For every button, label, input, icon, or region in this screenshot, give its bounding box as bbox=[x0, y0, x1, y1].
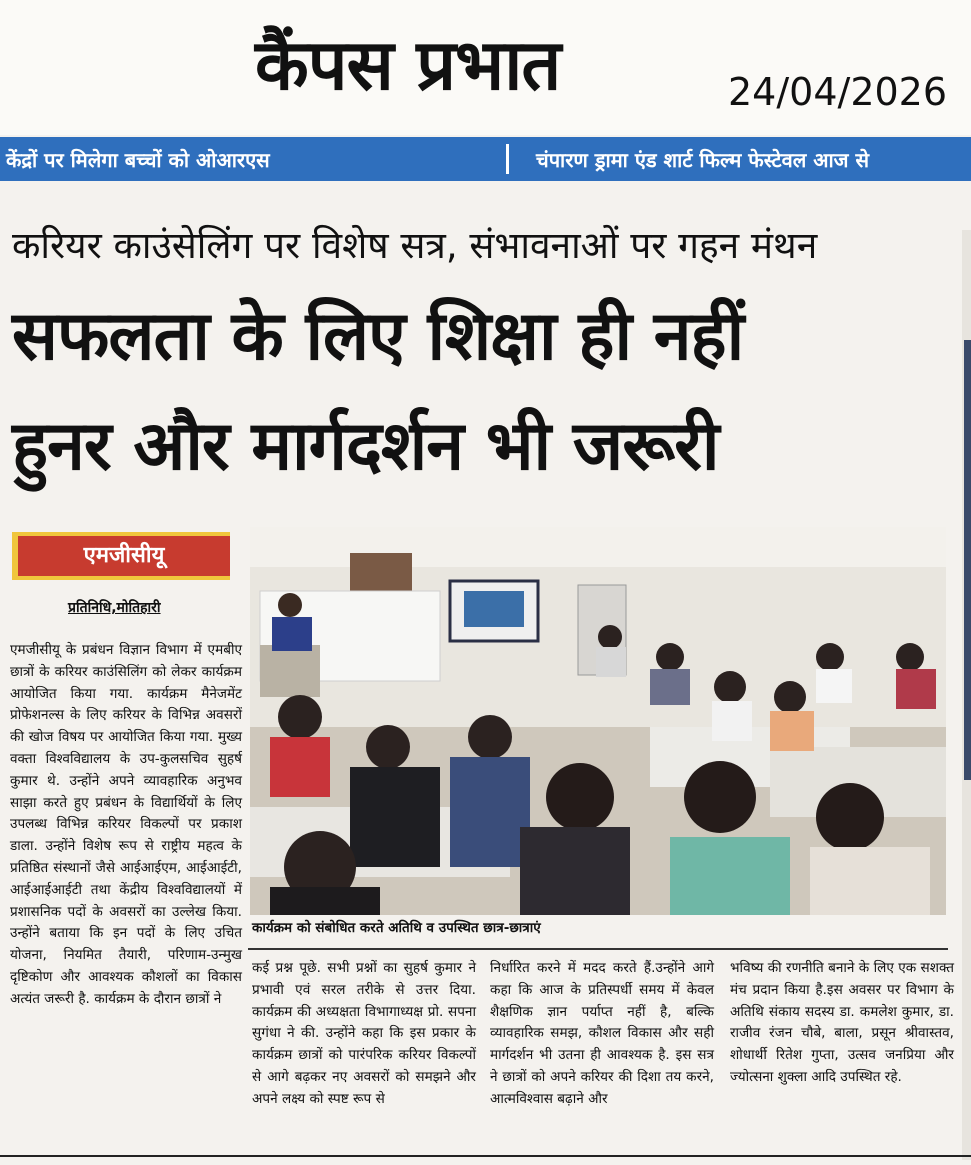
section-tag bbox=[12, 532, 230, 580]
photo-caption: कार्यक्रम को संबोधित करते अतिथि व उपस्थित छात्र-छात्राएं bbox=[252, 920, 541, 936]
ticker-headline-right[interactable]: चंपारण ड्रामा एंड शार्ट फिल्म फेस्टेवल आज से bbox=[536, 148, 869, 172]
newspaper-title: कैंपस प्रभात bbox=[255, 24, 561, 106]
article-column-2: कई प्रश्न पूछे. सभी प्रश्नों का सुहर्ष कुमार ने प्रभावी एवं सरल तरीके से उत्तर दिया. कार्यक्रम की अध्यक्षता विभागाध्यक्ष प्रो. सपना सुगंधा ने की. उन्होंने कहा कि इस प्रकार के कार्यक्रम छात्रों को पारंपरिक करियर विकल्पों से आगे बढ़कर नए अवसरों को समझने और अपने लक्ष्य को स्पष्ट रूप से bbox=[252, 960, 476, 1107]
classroom-photo bbox=[250, 527, 946, 915]
article-column-4: भविष्य की रणनीति बनाने के लिए एक सशक्त मंच प्रदान किया है.इस अवसर पर विभाग के अतिथि संकाय सदस्य डा. कमलेश कुमार, डा. राजीव रंजन चौबे, बाला, प्रसून श्रीवास्तव, शोधार्थी रितेश गुप्ता, उत्सव जनप्रिया और ज्योत्सना शुक्ला आदि उपस्थित रहे. bbox=[730, 960, 954, 1085]
article-photo bbox=[250, 527, 946, 915]
article-kicker: करियर काउंसेलिंग पर विशेष सत्र, संभावनाओं पर गहन मंथन bbox=[12, 224, 818, 267]
ticker-headline-left[interactable]: केंद्रों पर मिलेगा बच्चों को ओआरएस bbox=[6, 148, 270, 172]
issue-date: 24/04/2026 bbox=[728, 70, 948, 114]
article-column-3: निर्धारित करने में मदद करते हैं.उन्होंने आगे कहा कि आज के प्रतिस्पर्धी समय में केवल शैक्षणिक ज्ञान पर्याप्त नहीं है, बल्कि व्यावहारिक समझ, कौशल विकास और सही मार्गदर्शन भी उतना ही आवश्यक है. इस सत्र ने छात्रों को अपने करियर की दिशा तय करने, आत्मविश्वास बढ़ाने और bbox=[490, 960, 714, 1107]
page-bottom-rule bbox=[0, 1155, 971, 1157]
masthead bbox=[0, 0, 971, 135]
adjacent-image-strip bbox=[964, 340, 971, 780]
headline-line-2: हुनर और मार्गदर्शन भी जरूरी bbox=[12, 407, 719, 486]
section-tag-label: एमजीसीयू bbox=[18, 536, 230, 576]
article-column-1: एमजीसीयू के प्रबंधन विज्ञान विभाग में एमबीए छात्रों के करियर काउंसिलिंग को लेकर कार्यक्रम आयोजित किया गया. कार्यक्रम मैनेजमेंट प्रोफेशनल्स के लिए करियर के विभिन्न अवसरों की खोज विषय पर आयोजित किया गया. मुख्य वक्ता विश्वविद्यालय के उप-कुलसचिव सुहर्ष कुमार थे. उन्होंने अपने व्यावहारिक अनुभव साझा करते हुए प्रबंधन के विद्यार्थियों के लिए उपलब्ध विभिन्न करियर विकल्पों पर प्रकाश डाला. उन्होंने विशेष रूप से राष्ट्रीय महत्व के प्रतिष्ठित संस्थानों जैसे आईआईएम, आईआईटी, आईआईआईटी तथा केंद्रीय विश्वविद्यालयों में प्रशासनिक पदों के अवसरों का उल्लेख किया. उन्होंने बताया कि इन पदों के लिए उचित योजना, नियमित तैयारी, परिणाम-उन्मुख दृष्टिकोण और आवश्यक कौशलों का विकास अत्यंत जरूरी है. कार्यक्रम के दौरान छात्रों ने bbox=[10, 642, 242, 1007]
headline-line-1: सफलता के लिए शिक्षा ही नहीं bbox=[12, 297, 744, 376]
ticker-divider bbox=[506, 144, 509, 174]
news-ticker bbox=[0, 137, 971, 181]
byline: प्रतिनिधि,मोतिहारी bbox=[68, 600, 161, 616]
adjacent-page-edge bbox=[962, 230, 971, 1160]
article-headline bbox=[12, 282, 743, 502]
column-divider-rule bbox=[248, 948, 948, 950]
